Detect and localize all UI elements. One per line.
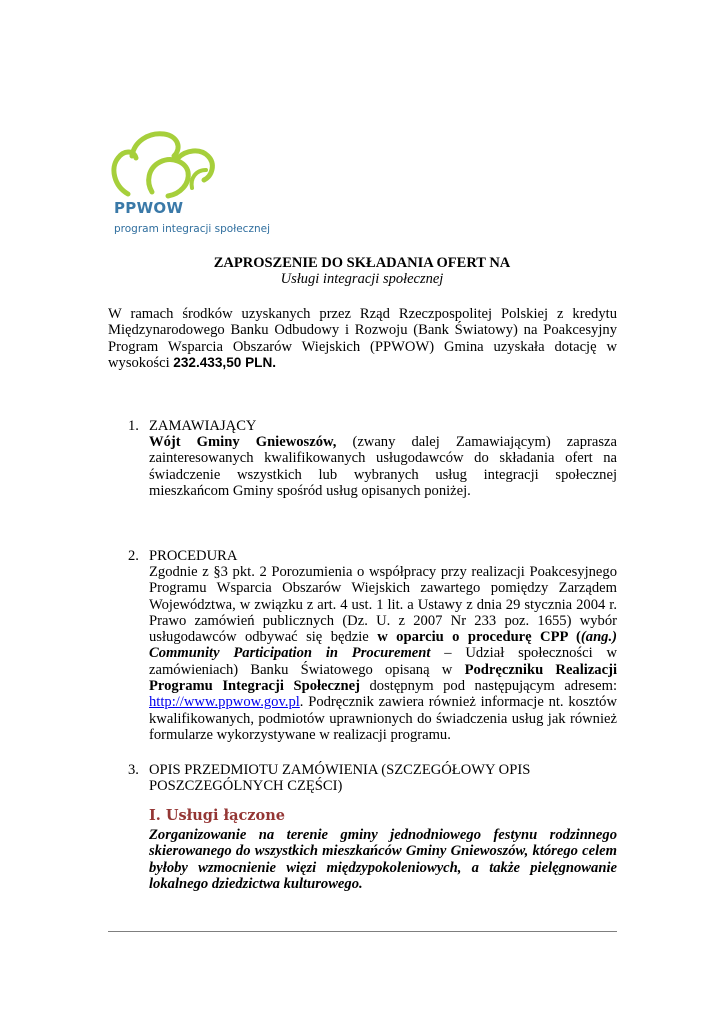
section-3-number: 3. [128,762,139,778]
section-1-text: (zwany dalej Zamawiającym) zaprasza zainteresowanych kwalifikowanych usługodawców do składania ofert na świadczenie wszystkich lub wybranych usług integracji społecznej mieszkańcom Gminy spośród usług opisanych poniżej. [149,434,617,499]
services-subheading: I. Usługi łączone [149,807,285,824]
section-1-heading [128,418,256,434]
section-1-body [149,434,617,499]
section-2-handbook: Podręczniku Realizacji Programu Integracji Społecznej [149,661,617,695]
services-description: Zorganizowanie na terenie gminy jednodniowego festynu rodzinnego skierowanego do wszystkich mieszkańców Gminy Gniewoszów, którego celem byłoby wzmocnienie więzi międzypokoleniowych, a także pielęgnowanie lokalnego dziedzictwa kulturowego. [149,827,617,892]
intro-paragraph [108,306,617,371]
section-2-text-2: – Udział społeczności w zamówieniach) Banku Światowego opisaną w [149,645,617,678]
section-2-body [149,564,617,743]
section-1-title: ZAMAWIAJĄCY [149,418,257,434]
section-1-number: 1. [128,418,139,434]
section-2-number: 2. [128,548,139,564]
leaf-logo-icon [108,128,288,208]
footer-divider [108,931,617,932]
section-3-title-line-2: POSZCZEGÓLNYCH CZĘŚCI) [149,778,343,794]
section-2-text-3: dostępnym pod następującym adresem: [369,678,617,695]
section-2-procedure: w oparciu o procedurę CPP ( [377,629,581,646]
logo-name: PPWOW [114,199,184,217]
section-1-lead: Wójt Gminy Gniewoszów, [149,434,337,450]
section-2-text-1: Zgodnie z §3 pkt. 2 Porozumienia o współpracy przy realizacji Poakcesyjnego Programu Wsparcia Obszarów Wiejskich zawartego pomiędzy Zarządem Województwa, w związku z art. 4 ust. 1 lit. a Ustawy z dnia 29 stycznia 2004 r. Prawo zamówień publicznych (Dz. U. z 2007 Nr 233 poz. 1655) wybór usługodawców odbywać się będzie [149,564,617,646]
intro-text: W ramach środków uzyskanych przez Rząd Rzeczpospolitej Polskiej z kredytu Międzynarodowego Banku Odbudowy i Rozwoju (Bank Światowy) na Poakcesyjny Program Wsparcia Obszarów Wiejskich (PPWOW) Gmina uzyskała dotację w wysokości [108,306,617,371]
section-2-text-4: . Podręcznik zawiera również informacje nt. kosztów kwalifikowanych, podmiotów uprawnionych do świadczenia usług jak również formularze wykorzystywane w realizacji programu. [149,694,617,743]
ppwow-logo [108,128,288,240]
document-subtitle: Usługi integracji społecznej [280,271,444,287]
section-2-title: PROCEDURA [149,548,238,564]
grant-amount: 232.433,50 PLN. [173,354,277,370]
section-2-cpp-name: (ang.) Community Participation in Procurement [149,629,617,662]
section-3-title-line-1: OPIS PRZEDMIOTU ZAMÓWIENIA (SZCZEGÓŁOWY OPIS [149,762,531,778]
ppwow-website-link[interactable]: http://www.ppwow.gov.pl [149,694,300,711]
section-2-heading [128,548,237,564]
logo-subtitle: program integracji społecznej [114,223,270,235]
section-3-heading [128,762,530,778]
document-title: ZAPROSZENIE DO SKŁADANIA OFERT NA [213,255,511,271]
